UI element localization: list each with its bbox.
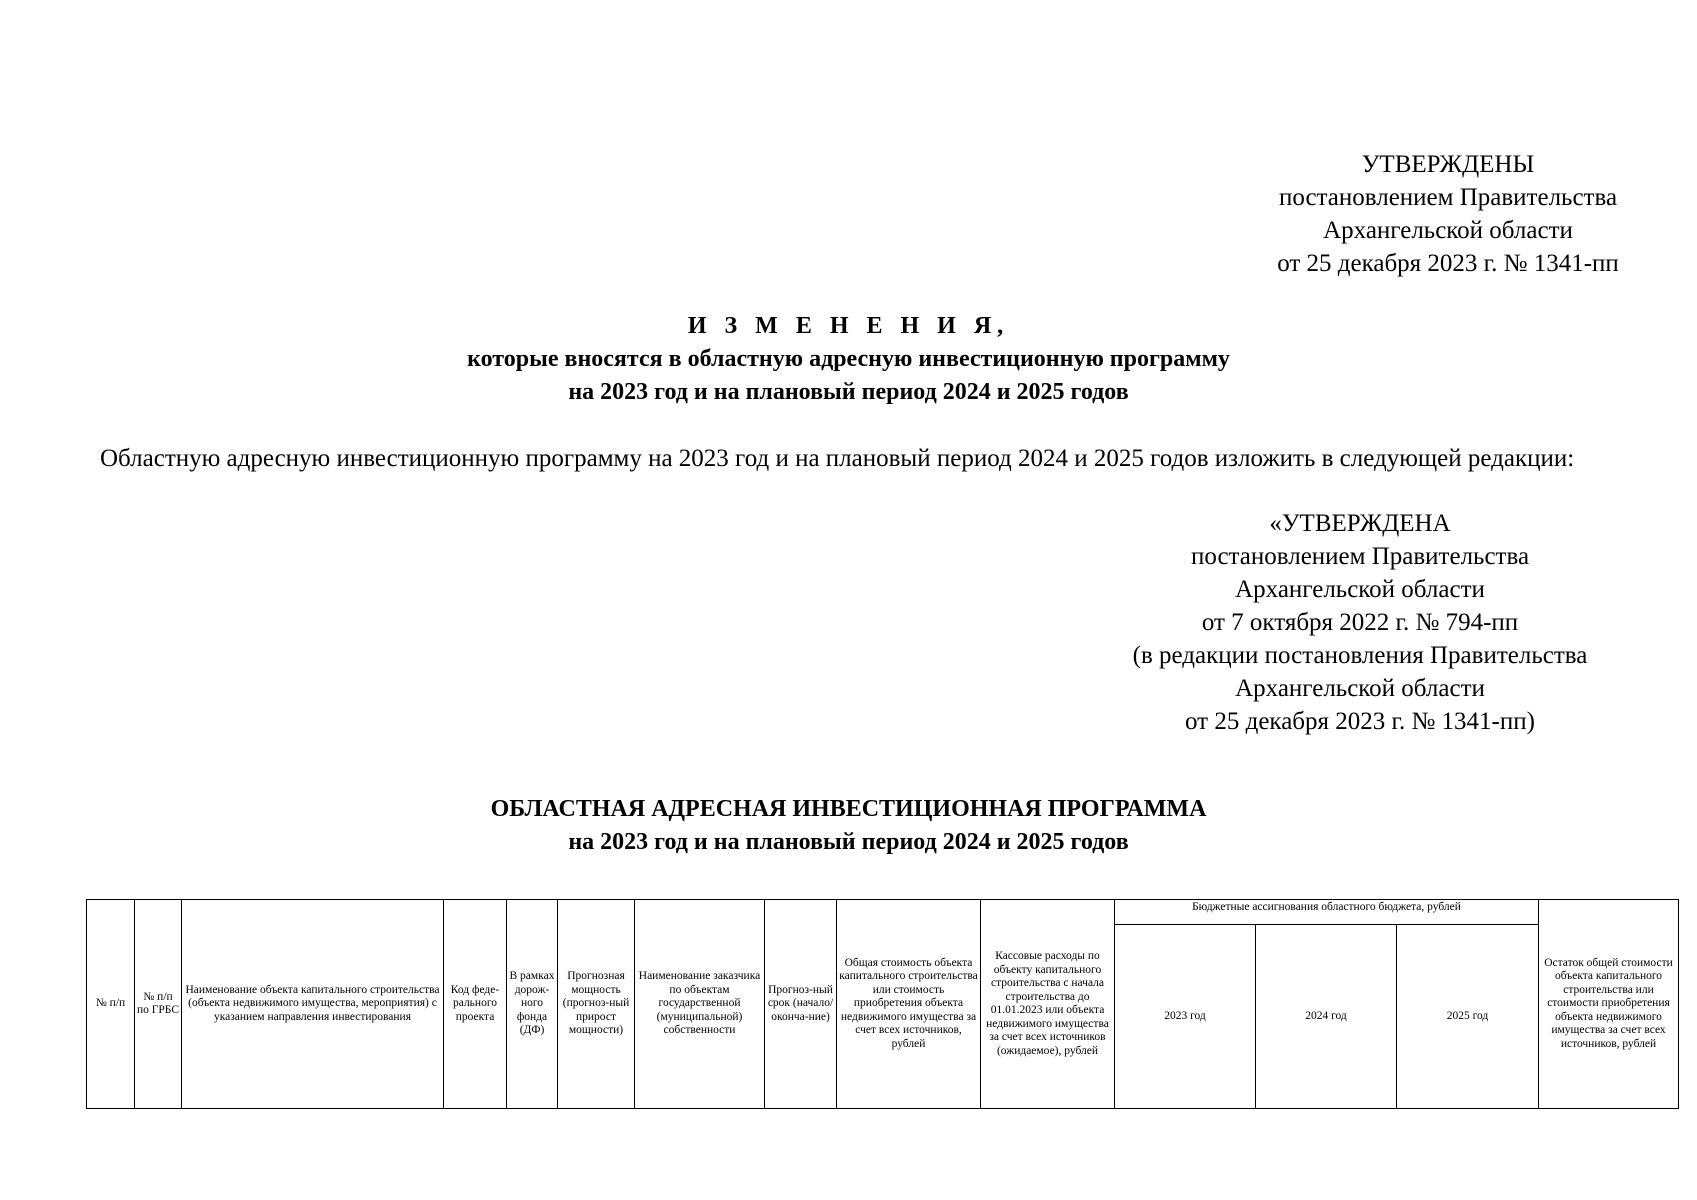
header-capacity: Прогнозная мощность (прогноз-ный прирост мощности): [558, 900, 635, 1109]
approval-line: «УТВЕРЖДЕНА: [1269, 510, 1451, 537]
changes-title: [200, 310, 1497, 409]
program-title: [200, 793, 1497, 859]
program-title-line: на 2023 год и на плановый период 2024 и 2025 годов: [568, 829, 1129, 855]
header-cash-expenses: Кассовые расходы по объекту капитального строительства с начала строительства до 01.01.2023 или объекта недвижимого имущества за счет всех источников (ожидаемое), рублей: [981, 900, 1115, 1109]
intro-paragraph: Областную адресную инвестиционную программу на 2023 год и на плановый период 2024 и 2025 годов изложить в следующей редакции:: [100, 445, 1575, 472]
approval-line: УТВЕРЖДЕНЫ: [1361, 151, 1535, 178]
header-budget-group: Бюджетные ассигнования областного бюджета, рублей: [1115, 900, 1539, 925]
header-total-cost: Общая стоимость объекта капитального строительства или стоимость приобретения объекта недвижимого имущества за счет всех источников, рублей: [837, 900, 981, 1109]
changes-heading: И З М Е Н Е Н И Я,: [687, 313, 1010, 339]
approval-line: от 25 декабря 2023 г. № 1341-пп): [1185, 708, 1535, 735]
approval-line: (в редакции постановления Правительства: [1132, 642, 1588, 669]
changes-subtitle-line: на 2023 год и на плановый период 2024 и 2025 годов: [568, 379, 1129, 405]
approval-line: Архангельской области: [1323, 217, 1573, 244]
header-num-grbs: № п/п по ГРБС: [135, 900, 182, 1109]
approval-stamp-top: [1238, 148, 1658, 280]
approval-line: Архангельской области: [1235, 675, 1485, 702]
approval-stamp-second: [1080, 507, 1640, 738]
approval-line: постановлением Правительства: [1278, 184, 1618, 211]
header-year-2024: 2024 год: [1256, 925, 1397, 1109]
header-object-name: Наименование объекта капитального строительства (объекта недвижимого имущества, мероприятия) с указанием направления инвестирования: [182, 900, 444, 1109]
approval-line: постановлением Правительства: [1190, 543, 1530, 570]
header-term: Прогноз-ный срок (начало/ оконча-ние): [765, 900, 837, 1109]
header-federal-project-code: Код феде-рального проекта: [444, 900, 507, 1109]
header-num: № п/п: [87, 900, 135, 1109]
header-road-fund: В рамках дорож-ного фонда (ДФ): [507, 900, 558, 1109]
header-year-2025: 2025 год: [1397, 925, 1539, 1109]
table-header-row: [87, 900, 1679, 925]
header-remaining-cost: Остаток общей стоимости объекта капитального строительства или стоимости приобретения объекта недвижимого имущества за счет всех источников, рублей: [1539, 900, 1679, 1109]
header-year-2023: 2023 год: [1115, 925, 1256, 1109]
changes-subtitle-line: которые вносятся в областную адресную инвестиционную программу: [467, 346, 1230, 372]
program-table: [86, 899, 1679, 1109]
approval-line: Архангельской области: [1235, 576, 1485, 603]
header-customer: Наименование заказчика по объектам государственной (муниципальной) собственности: [635, 900, 765, 1109]
program-title-line: ОБЛАСТНАЯ АДРЕСНАЯ ИНВЕСТИЦИОННАЯ ПРОГРАММА: [490, 796, 1207, 822]
approval-line: от 25 декабря 2023 г. № 1341-пп: [1277, 250, 1619, 277]
approval-line: от 7 октября 2022 г. № 794-пп: [1201, 609, 1519, 636]
